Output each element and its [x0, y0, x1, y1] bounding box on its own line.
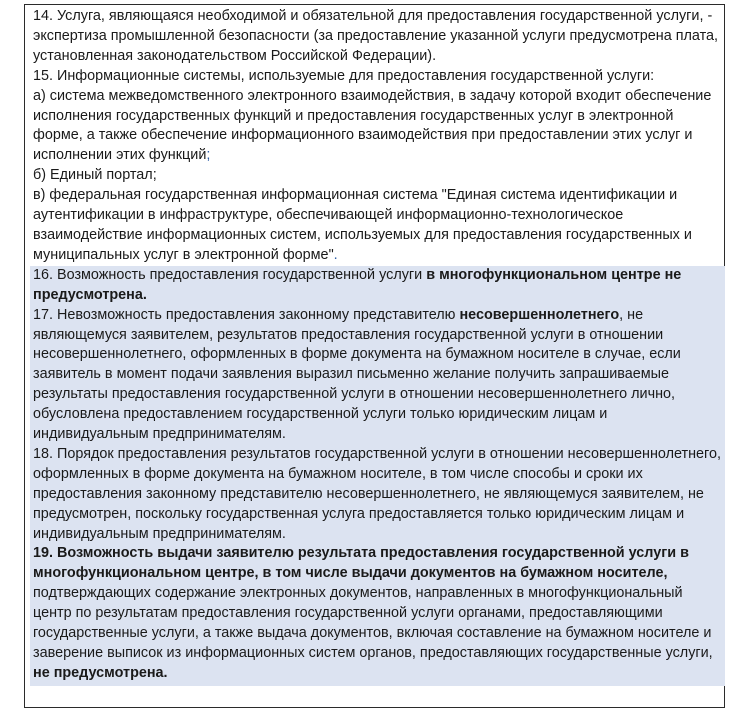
paragraph-16-normal: 16. Возможность предоставления государственной услуги	[33, 266, 427, 283]
paragraph-14-text: 14. Услуга, являющаяся необходимой и обязательной для предоставления государственной услуги, - экспертиза промышленной безопасности (за предоставление указанной услуги предусмотрена плата, установленная законодательством Российской Федерации).	[33, 8, 719, 64]
paragraph-17-bold: несовершеннолетнего	[459, 306, 620, 323]
paragraph-18-text: 18. Порядок предоставления результатов государственной услуги в отношении несовершеннолетнего, оформленных в форме документа на бумажном носителе, в том числе способы и сроки их предоставления законному представителю несовершеннолетнего, не являющемуся заявителем, не предусмотрен, поскольку государственная услуга предоставляется только юридическим лицам и индивидуальным предпринимателям.	[33, 445, 721, 542]
paragraph-15-b-text: б) Единый портал;	[33, 167, 157, 184]
paragraph-15-a-end: ;	[206, 147, 211, 164]
paragraph-15-b	[33, 166, 723, 186]
paragraph-15-a-text: а) система межведомственного электронного взаимодействия, в задачу которой входит обеспечение исполнения государственных функций и предоставления государственных услуг в электронной форме, а также обеспечение информационного взаимодействия при предоставлении этих услуг и исполнении этих функций	[33, 87, 712, 164]
document-body	[33, 7, 723, 686]
paragraph-15-intro	[33, 67, 723, 87]
paragraph-17	[33, 306, 723, 445]
paragraph-15-a	[33, 87, 723, 167]
paragraph-15-c	[33, 186, 723, 266]
paragraph-18	[33, 445, 723, 545]
paragraph-19-normal: подтверждающих содержание электронных документов, направленных в многофункциональный центр по результатам предоставления государственной услуги органами, предоставляющими государственные услуги, а также выдача документов, включая составление на бумажном носителе и заверение выписок из информационных систем органов, предоставляющих государственные услуги,	[33, 585, 713, 661]
paragraph-15-c-end: .	[333, 246, 338, 263]
paragraph-14	[33, 7, 723, 67]
paragraph-16-bold: в многофункциональном центре не предусмотрена.	[33, 266, 682, 303]
paragraph-16	[33, 266, 723, 306]
unshaded-section	[33, 7, 723, 266]
paragraph-17-start: 17. Невозможность предоставления законному представителю	[33, 306, 460, 323]
shaded-section	[30, 266, 725, 686]
paragraph-19-bold-end: не предусмотрена.	[33, 664, 168, 681]
paragraph-17-rest: , не являющемуся заявителем, результатов предоставления государственной услуги в отношении несовершеннолетнего, оформленных в форме документа на бумажном носителе в случае, если заявитель в момент подачи заявления выразил письменно желание получить запрашиваемые результаты предоставления государственной услуги в отношении несовершеннолетнего лично, обусловлена предоставлением государственной услуги только юридическим лицам и индивидуальным предпринимателям.	[33, 306, 681, 443]
paragraph-15-c-text: в) федеральная государственная информационная система "Единая система идентификации и аутентификации в инфраструктуре, обеспечивающей информационно-технологическое взаимодействие информационных систем, используемых для предоставления государственных и муниципальных услуг в электронной форме"	[33, 187, 692, 263]
paragraph-19	[33, 544, 723, 683]
paragraph-15-intro-text: 15. Информационные системы, используемые для предоставления государственной услуги:	[33, 67, 655, 84]
paragraph-19-bold: 19. Возможность выдачи заявителю результата предоставления государственной услуги в многофункциональном центре, в том числе выдачи документов на бумажном носителе,	[33, 545, 689, 582]
